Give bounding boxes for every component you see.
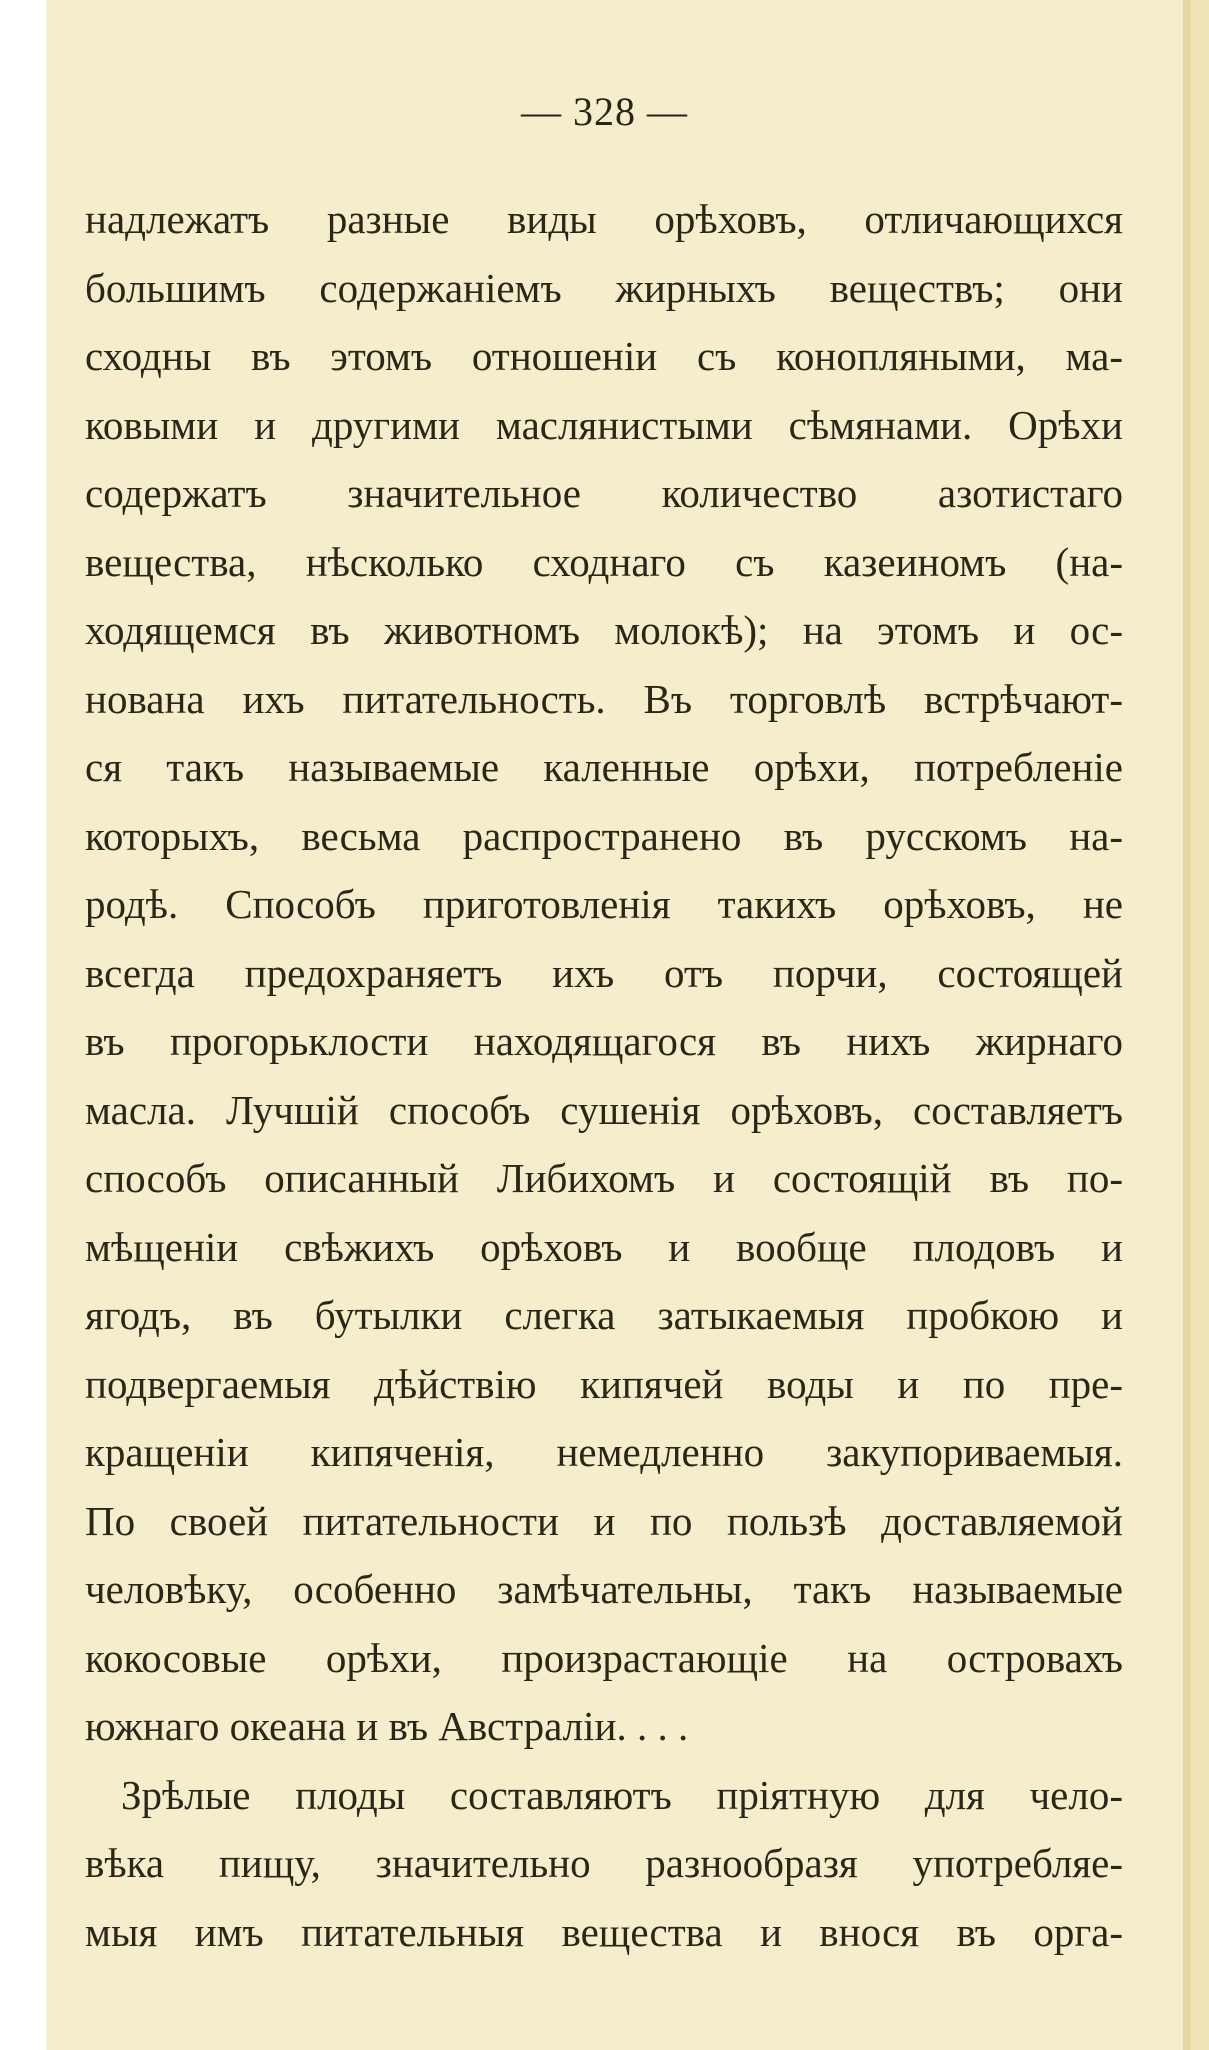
text-line: ягодъ, въ бутылки слегка затыкаемыя пробкою и <box>85 1292 1123 1338</box>
text-line: ся такъ называемые каленные орѣхи, потребленіе <box>85 744 1123 790</box>
page-left-margin <box>0 0 46 2050</box>
text-line: ковыми и другими маслянистыми сѣмянами. Орѣхи <box>85 401 1123 448</box>
text-line: родѣ. Способъ приготовленія такихъ орѣховъ, не <box>85 881 1123 927</box>
text-line: сходны въ этомъ отношеніи съ конопляными, ма- <box>85 333 1123 379</box>
text-line: всегда предохраняетъ ихъ отъ порчи, состоящей <box>85 949 1123 996</box>
text-line: нована ихъ питательность. Въ торговлѣ встрѣчают- <box>85 675 1123 722</box>
page-number: — 328 — <box>521 89 688 134</box>
text-line: большимъ содержаніемъ жирныхъ веществъ; они <box>85 264 1123 311</box>
page-body <box>85 185 1123 1966</box>
text-line: масла. Лучшій способъ сушенія орѣховъ, составляетъ <box>85 1086 1123 1133</box>
text-line: способъ описанный Либихомъ и состоящій въ по- <box>85 1155 1123 1201</box>
text-line: ходящемся въ животномъ молокѣ); на этомъ и ос- <box>85 607 1123 653</box>
text-line: южнаго океана и въ Австраліи. . . . <box>85 1703 689 1749</box>
page-right-edge <box>1191 0 1209 2050</box>
text-line: надлежатъ разные виды орѣховъ, отличающихся <box>85 196 1123 242</box>
text-line: Зрѣлые плоды составляютъ пріятную для чело- <box>121 1771 1123 1818</box>
text-line: По своей питательности и по пользѣ доставляемой <box>85 1497 1123 1544</box>
text-line: кокосовые орѣхи, произрастающіе на островахъ <box>85 1634 1123 1681</box>
page-spine-shadow <box>1183 0 1191 2050</box>
text-line: вѣка пищу, значительно разнообразя употребляе- <box>85 1840 1123 1886</box>
text-line: подвергаемыя дѣйствію кипячей воды и по пре- <box>85 1360 1123 1407</box>
text-line: которыхъ, весьма распространено въ русскомъ на- <box>85 812 1123 859</box>
text-line: мѣщеніи свѣжихъ орѣховъ и вообще плодовъ и <box>85 1223 1123 1270</box>
text-line: кращеніи кипяченія, немедленно закупориваемыя. <box>85 1429 1123 1475</box>
text-line: содержатъ значительное количество азотистаго <box>85 470 1123 516</box>
text-line: человѣку, особенно замѣчательны, такъ называемые <box>85 1566 1123 1612</box>
text-line: вещества, нѣсколько сходнаго съ казеиномъ (на- <box>85 538 1123 585</box>
text-line: мыя имъ питательныя вещества и внося въ орга- <box>85 1908 1123 1955</box>
text-line: въ прогорьклости находящагося въ нихъ жирнаго <box>85 1018 1123 1064</box>
